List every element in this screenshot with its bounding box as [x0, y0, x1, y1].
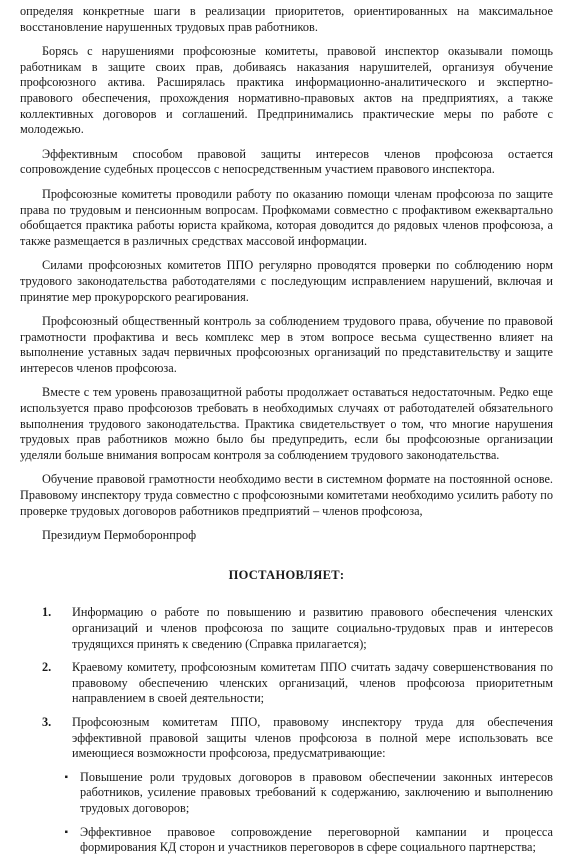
- paragraph-8: Обучение правовой грамотности необходимо вести в системном формате на постоянной основе. Правовому инспектору труда совместно с профсоюзными комитетами необходимо усилить работу по проверке трудовых договоров работников предприятий – членов профсоюза,: [20, 472, 553, 518]
- paragraph-7: Вместе с тем уровень правозащитной работы продолжает оставаться недостаточным. Редко еще используется право профсоюзов требовать в необходимых случаях от работодателей обязательного выполнения трудового законодательства. Практика свидетельствует о том, что многие нарушения трудовых прав работников можно было бы предупредить, если бы профсоюзные организации уделяли больше внимания вопросам контроля за соблюдением трудового законодательства.: [20, 385, 553, 462]
- list-item-1: [20, 605, 553, 652]
- bullet-item-2: [20, 825, 553, 856]
- list-item-3: [20, 715, 553, 762]
- resolution-heading: ПОСТАНОВЛЯЕТ:: [228, 567, 345, 582]
- square-bullet-icon: ▪: [64, 826, 68, 838]
- paragraph-2: Борясь с нарушениями профсоюзные комитеты, правовой инспектор оказывали помощь работникам в защите своих прав, добиваясь наказания нарушителей, организуя обучение профсоюзного актива. Расширялась практика информационно-аналитического и экспертно-правового обеспечения, прохождения нормативно-правовых актов на предприятиях, а также коллективных договоров и соглашений. Предпринимались практические меры по работе с молодежью.: [20, 44, 553, 137]
- paragraph-6: Профсоюзный общественный контроль за соблюдением трудового права, обучение по правовой грамотности профактива и весь комплекс мер в этом вопросе весьма существенно влияет на выполнение уставных задач первичных профсоюзных организаций по представительству и защите интересов членов профсоюза.: [20, 314, 553, 375]
- bullet-text: Повышение роли трудовых договоров в правовом обеспечении законных интересов работников, усиление правовых требований к содержанию, заключению и выполнению трудовых договоров;: [80, 769, 553, 815]
- paragraph-1: определяя конкретные шаги в реализации приоритетов, ориентированных на максимальное восстановление нарушенных трудовых прав работников.: [20, 4, 553, 34]
- square-bullet-icon: ▪: [64, 771, 68, 783]
- list-number: 3.: [42, 714, 52, 729]
- paragraph-5: Силами профсоюзных комитетов ППО регулярно проводятся проверки по соблюдению норм трудового законодательства работодателями с последующим исправлением нарушений, включая и принятие мер прокурорского реагирования.: [20, 258, 553, 304]
- paragraph-3: Эффективным способом правовой защиты интересов членов профсоюза остается сопровождение судебных процессов с непосредственным участием правового инспектора.: [20, 146, 553, 177]
- list-number: 2.: [42, 660, 52, 675]
- bullet-item-1: [20, 770, 553, 817]
- signatory: Президиум Пермоборонпроф: [42, 528, 197, 543]
- bullet-text: Эффективное правовое сопровождение переговорной кампании и процесса формирования КД сторон и участников переговоров в сфере социального партнерства;: [80, 824, 553, 855]
- list-item-text: Информацию о работе по повышению и развитию правового обеспечения членских организаций и членов профсоюза по защите социально-трудовых прав и интересов трудящихся принять к сведению (Справка прилагается);: [72, 605, 553, 651]
- list-item-text: Краевому комитету, профсоюзным комитетам ППО считать задачу совершенствования по правовому обеспечению членских организаций, членов профсоюза приоритетным направлением в своей деятельности;: [72, 660, 553, 706]
- paragraph-4: Профсоюзные комитеты проводили работу по оказанию помощи членам профсоюза по защите права по трудовым и пенсионным вопросам. Профкомами совместно с профактивом ежеквартально обобщается практика работы юриста крайкома, которая доводится до рядовых членов профсоюза, а также размещается в различных средствах массовой информации.: [20, 186, 553, 248]
- list-item-text: Профсоюзным комитетам ППО, правовому инспектору труда для обеспечения эффективной правовой защиты членов профсоюза в полной мере использовать все имеющиеся возможности профсоюза, предусматривающие:: [72, 714, 553, 761]
- list-item-2: [20, 660, 553, 707]
- list-number: 1.: [42, 605, 52, 620]
